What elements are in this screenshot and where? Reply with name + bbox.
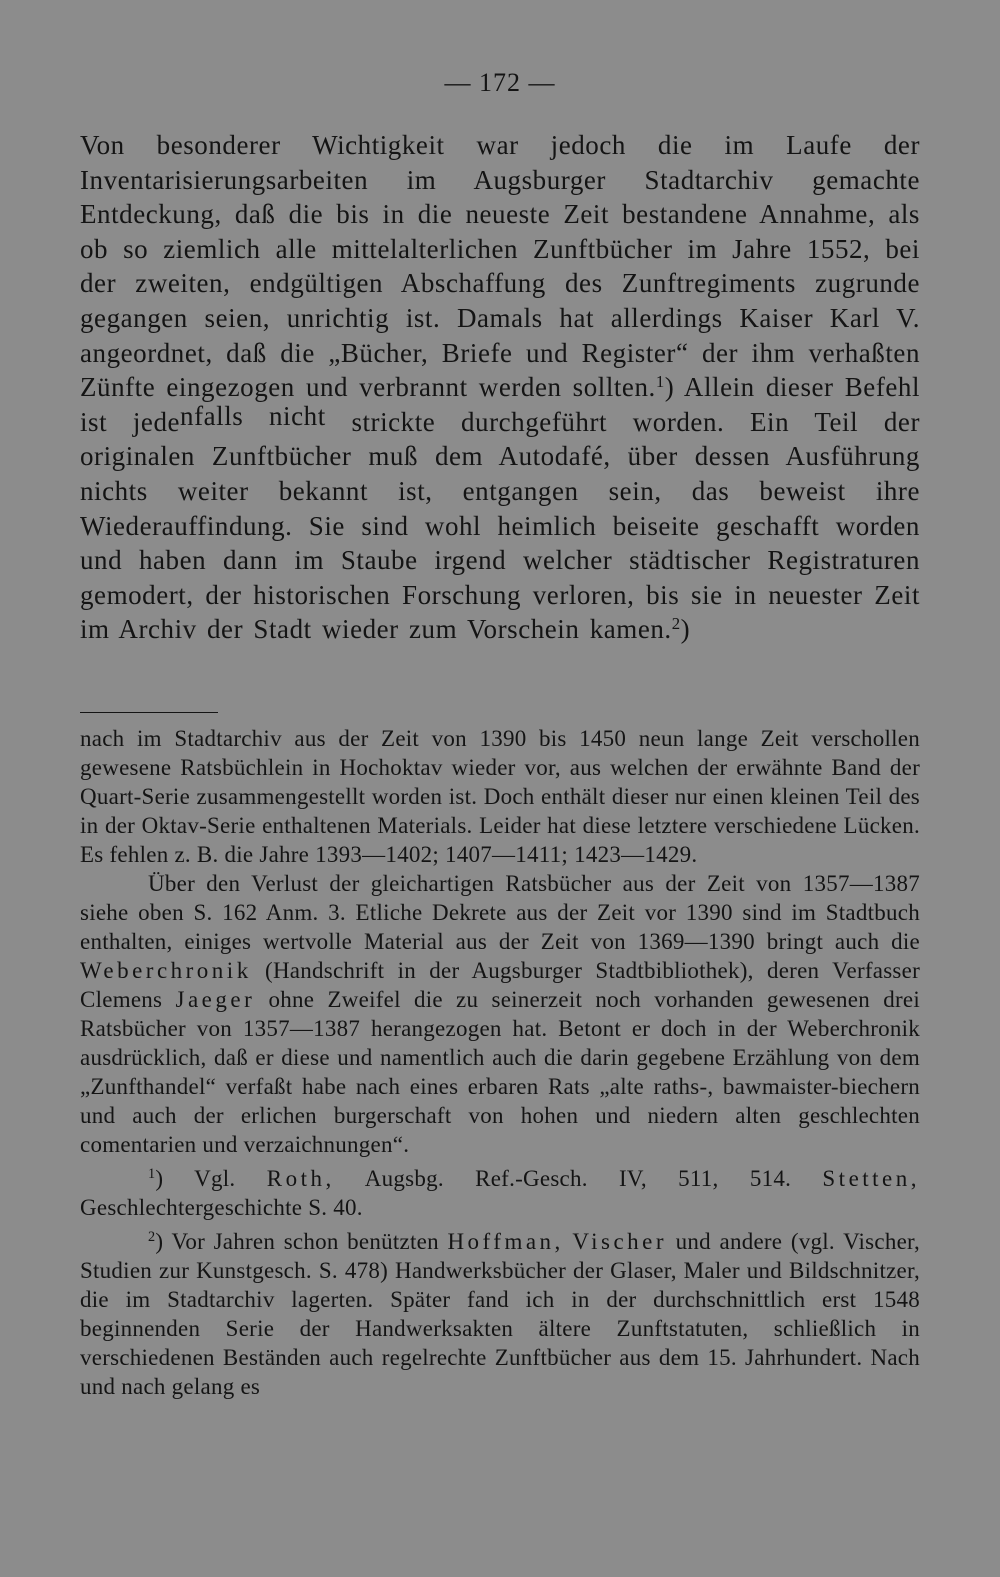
footnote-emphasis-jaeger: Jaeger xyxy=(175,987,256,1012)
footnote-text: und andere (vgl. Vischer, Studien zur Kunstgesch. S. 478) Handwerksbücher der Glaser, Maler und Bildschnitzer, die im Stadtarchiv lagerten. Später fand ich in der durchschnittlich erst 1548 beginnenden Serie der Handwerksakten ältere Zunftstatuten, schließlich in verschiedenen Beständen auch regelrechte Zunftbücher aus dem 15. Jahrhundert. Nach und nach gelang es xyxy=(80,1229,921,1399)
main-text-raised-fragment: nfalls nicht xyxy=(180,400,326,431)
footnote-ref-2: 2 xyxy=(671,614,681,634)
footnote-1-marker: 1 xyxy=(148,1166,156,1183)
footnote-emphasis-vischer: Vischer xyxy=(572,1229,668,1254)
main-text-part-3: strickte durchgeführt worden. Ein Teil der originalen Zunftbücher muß dem Autodafé, über dessen Ausführung nichts weiter bekannt ist, entgangen sein, das beweist ihre Wiederauffindung. Sie sind wohl heimlich beiseite geschafft worden und haben dann im Staube irgend welcher städtischer Registraturen gemodert, der historischen Forschung verloren, bis sie in neuester Zeit im Archiv der Stadt wieder zum Vorschein kamen. xyxy=(80,406,920,645)
footnote-text: Geschlechtergeschichte S. 40. xyxy=(80,1195,363,1220)
footnote-ref-1: 1 xyxy=(655,371,665,391)
footnote-emphasis-hoffman: Hoffman, xyxy=(447,1229,564,1254)
footnote-text: ) Vgl. xyxy=(155,1166,236,1191)
footnote-2-marker: 2 xyxy=(148,1229,156,1246)
footnote-text: Augsbg. Ref.-Gesch. IV, 511, 514. xyxy=(364,1166,792,1191)
footnote-text: ) Vor Jahren schon benützten xyxy=(155,1229,439,1254)
footnote-emphasis-weberchronik: Weberchronik xyxy=(80,958,252,983)
main-text-closing-paren: ) xyxy=(680,614,691,645)
page-number: — 172 — xyxy=(444,68,556,97)
footnotes xyxy=(80,724,920,1401)
footnote-1 xyxy=(80,1164,920,1222)
footnote-text: (Handschrift in der Augsburger Stadtbibliothek), deren Verfasser Clemens xyxy=(80,958,920,1012)
main-text-part-2: ) Allein dieser Befehl ist jede xyxy=(80,372,920,437)
footnote-text: ohne Zweifel die zu seinerzeit noch vorhanden gewesenen drei Ratsbücher von 1357—1387 herangezogen hat. Betont er doch in der Weberchronik ausdrücklich, daß er diese und namentlich auch die darin gegebene Erzählung von dem „Zunfthandel“ verfaßt habe nach eines erbaren Rats „alte raths-, bawmaister-biechern und auch der erlichen burgerschaft von hohen und niedern alten geschlechten comentarien und verzaichnungen“. xyxy=(80,987,921,1157)
footnote-emphasis-roth: Roth, xyxy=(266,1166,335,1191)
footnote-text: Über den Verlust der gleichartigen Ratsbücher aus der Zeit von 1357—1387 siehe oben S. 162 Anm. 3. Etliche Dekrete aus der Zeit vor 1390 sind im Stadtbuch enthalten, einiges wertvolle Material aus der Zeit von 1369—1390 bringt auch die xyxy=(80,871,920,954)
footnote-continuation-paragraph xyxy=(80,869,920,1159)
footnote-2 xyxy=(80,1227,920,1401)
main-text xyxy=(80,128,920,647)
footnote-continuation: nach im Stadtarchiv aus der Zeit von 1390 bis 1450 neun lange Zeit verschollen gewesene Ratsbüchlein in Hochoktav wieder vor, aus welchen der erwähnte Band der Quart-Serie zusammengestellt worden ist. Doch enthält dieser nur einen kleinen Teil des in der Oktav-Serie enthaltenen Materials. Leider hat diese letztere verschiedene Lücken. Es fehlen z. B. die Jahre 1393—1402; 1407—1411; 1423—1429. xyxy=(80,726,920,867)
main-paragraph xyxy=(80,128,920,647)
footnote-divider xyxy=(80,712,218,713)
main-text-part-1: Von besonderer Wichtigkeit war jedoch die im Laufe der Inventarisierungsarbeiten im Augsburger Stadtarchiv gemachte Entdeckung, daß die bis in die neueste Zeit bestandene Annahme, als ob so ziemlich alle mittelalterlichen Zunftbücher im Jahre 1552, bei der zweiten, endgültigen Abschaffung des Zunftregiments zugrunde gegangen seien, unrichtig ist. Damals hat allerdings Kaiser Karl V. angeordnet, daß die „Bücher, Briefe und Register“ der ihm verhaßten Zünfte eingezogen und verbrannt werden sollten. xyxy=(80,130,920,403)
footnote-emphasis-stetten: Stetten, xyxy=(822,1166,921,1191)
